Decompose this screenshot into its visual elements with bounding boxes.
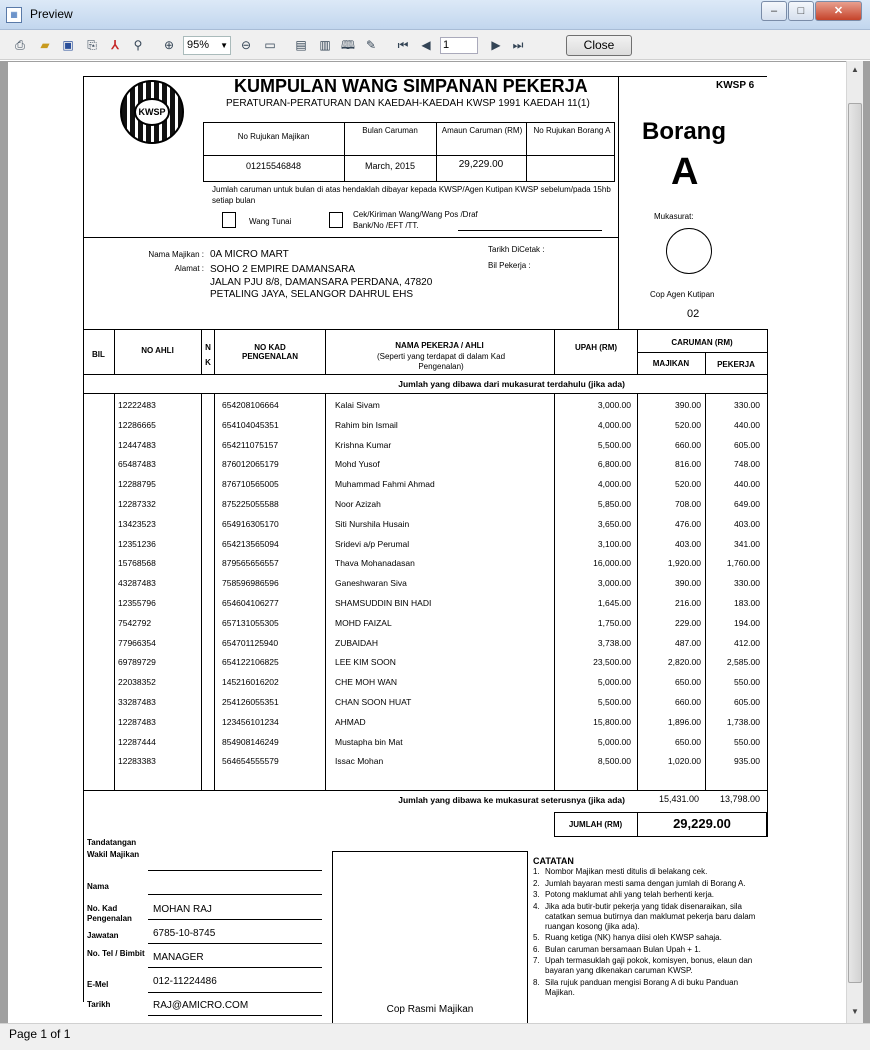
- catatan-item: Ruang ketiga (NK) hanya diisi oleh KWSP sahaja.: [545, 933, 722, 942]
- cell-pekerja: 1,760.00: [726, 558, 760, 569]
- cell-majikan: 1,920.00: [667, 558, 701, 569]
- col-no-kad: NO KAD PENGENALAN: [241, 343, 298, 361]
- vertical-scrollbar[interactable]: [846, 61, 863, 1023]
- table-row: [8, 672, 846, 692]
- cell-majikan: 1,896.00: [667, 716, 701, 727]
- cell-upah: 5,850.00: [597, 499, 631, 509]
- mukasurat-circle: [666, 228, 712, 274]
- cell-majikan: 229.00: [675, 617, 701, 628]
- table-row: [8, 553, 846, 573]
- cell-nama: Ganeshwaran Siva: [335, 578, 407, 589]
- cell-no-kad: 876710565005: [222, 479, 279, 490]
- cell-no-ahli: 12286665: [118, 419, 156, 430]
- cell-pekerja: 341.00: [734, 538, 760, 549]
- cell-pekerja: 605.00: [734, 697, 760, 707]
- cell-nama: Sridevi a/p Perumal: [335, 538, 410, 549]
- cell-no-kad: 854908146249: [222, 736, 279, 747]
- cell-upah: 3,000.00: [597, 578, 631, 589]
- ref-value-amaun: 29,229.00: [458, 159, 504, 170]
- cell-nama: SHAMSUDDIN BIN HADI: [335, 598, 432, 608]
- cell-pekerja: 605.00: [734, 439, 760, 450]
- cell-no-kad: 145216016202: [222, 677, 279, 688]
- tarikh-dicetak-label: Tarikh DiCetak :: [488, 245, 545, 254]
- logo-text: KWSP: [134, 98, 170, 126]
- catatan-item: Bulan caruman bersamaan Bulan Upah + 1.: [545, 944, 701, 954]
- catatan-item: Jumlah bayaran mesti sama dengan jumlah di Borang A.: [545, 878, 746, 888]
- cell-nama: Mohd Yusof: [335, 459, 380, 470]
- no-tel-value: 012-11224486: [153, 976, 217, 987]
- jumlah-value: 29,229.00: [673, 816, 731, 831]
- cell-pekerja: 550.00: [734, 677, 760, 688]
- table-row: [8, 534, 846, 554]
- cell-pekerja: 330.00: [734, 400, 760, 410]
- cell-no-kad: 654213565094: [222, 538, 279, 549]
- cell-pekerja: 440.00: [734, 479, 760, 490]
- cell-pekerja: 403.00: [734, 518, 760, 529]
- form-subtitle: PERATURAN-PERATURAN DAN KAEDAH-KAEDAH KWSP 1991 KAEDAH 11(1): [226, 98, 590, 109]
- cell-upah: 1,645.00: [597, 598, 631, 608]
- toolbar: [0, 30, 870, 60]
- cell-nama: Mustapha bin Mat: [335, 736, 403, 747]
- cell-no-ahli: 12355796: [118, 598, 156, 608]
- emel-value: RAJ@AMICRO.COM: [153, 1000, 249, 1011]
- alamat-label: Alamat :: [174, 264, 204, 273]
- catatan-number: 8.: [533, 977, 540, 987]
- cell-upah: 5,000.00: [597, 736, 631, 747]
- cell-no-kad: 758596986596: [222, 578, 279, 589]
- cell-no-ahli: 12447483: [118, 439, 156, 450]
- scroll-down-icon[interactable]: ▼: [851, 1007, 859, 1016]
- cell-no-kad: 654701125940: [222, 637, 279, 648]
- nama-label: Nama: [87, 882, 109, 891]
- save-icon[interactable]: ▣: [62, 38, 74, 52]
- cell-no-kad: 654104045351: [222, 419, 279, 430]
- cell-no-kad: 875225055588: [222, 499, 279, 509]
- cell-nama: AHMAD: [335, 716, 366, 727]
- cell-majikan: 650.00: [675, 736, 701, 747]
- cell-upah: 3,100.00: [597, 538, 631, 549]
- chevron-down-icon: ▼: [220, 41, 228, 50]
- cell-pekerja: 183.00: [734, 598, 760, 608]
- borang-label: Borang: [642, 118, 726, 145]
- emel-label: E-Mel: [87, 980, 109, 989]
- catatan-number: 3.: [533, 890, 540, 899]
- table-row: [8, 652, 846, 672]
- cell-upah: 4,000.00: [597, 479, 631, 490]
- no-tel-label: No. Tel / Bimbit: [87, 949, 145, 958]
- table-row: [8, 415, 846, 435]
- page-count: Page 1 of 1: [9, 1027, 71, 1041]
- cop-agen-value: 02: [687, 308, 700, 320]
- no-kad-label: No. Kad Pengenalan: [87, 904, 132, 923]
- cell-pekerja: 748.00: [734, 459, 760, 470]
- col-bil: BIL: [92, 350, 105, 359]
- cell-no-kad: 654122106825: [222, 657, 279, 668]
- table-row: [8, 395, 846, 415]
- cell-majikan: 2,820.00: [667, 657, 701, 668]
- tarikh-label: Tarikh: [87, 1000, 111, 1009]
- catatan-item: Nombor Majikan mesti ditulis di belakang cek.: [545, 867, 708, 876]
- cell-pekerja: 440.00: [734, 419, 760, 430]
- cell-majikan: 816.00: [675, 459, 701, 470]
- col-nk: N K: [205, 343, 211, 367]
- ref-header-bulan: Bulan Caruman: [362, 126, 418, 135]
- col-nama: NAMA PEKERJA / AHLI: [395, 341, 484, 350]
- cell-no-kad: 654208106664: [222, 400, 279, 410]
- cell-no-ahli: 33287483: [118, 697, 156, 707]
- table-row: [8, 514, 846, 534]
- cell-majikan: 520.00: [675, 479, 701, 490]
- alamat-line-2: JALAN PJU 8/8, DAMANSARA PERDANA, 47820: [210, 277, 433, 288]
- cell-upah: 6,800.00: [597, 459, 631, 470]
- cell-no-kad: 879565656557: [222, 558, 279, 569]
- col-majikan: MAJIKAN: [652, 359, 690, 368]
- cell-no-ahli: 13423523: [118, 518, 156, 529]
- mukasurat-label: Mukasurat:: [654, 212, 694, 221]
- close-window-button[interactable]: ✕: [815, 1, 862, 21]
- cell-nama: CHAN SOON HUAT: [335, 697, 412, 707]
- catatan-number: 1.: [533, 867, 540, 876]
- cell-majikan: 1,020.00: [667, 756, 701, 767]
- cell-pekerja: 1,738.00: [726, 716, 760, 727]
- cell-no-kad: 254126055351: [222, 697, 279, 707]
- print-icon[interactable]: ⎙: [15, 38, 25, 52]
- catatan-number: 5.: [533, 933, 540, 942]
- cell-nama: Siti Nurshila Husain: [335, 518, 410, 529]
- table-row: [8, 732, 846, 752]
- cell-no-kad: 654604106277: [222, 598, 279, 608]
- cell-nama: CHE MOH WAN: [335, 677, 398, 688]
- wang-tunai-label: Wang Tunai: [249, 217, 292, 226]
- cell-majikan: 520.00: [675, 419, 701, 430]
- catatan-number: 2.: [533, 878, 540, 888]
- cell-no-kad: 876012065179: [222, 459, 279, 470]
- table-row: [8, 474, 846, 494]
- table-row: [8, 573, 846, 593]
- col-nama-sub: (Seperti yang terdapat di dalam Kad Pengenalan): [376, 352, 506, 371]
- catatan-item: Sila rujuk panduan mengisi Borang A di buku Panduan Majikan.: [545, 977, 739, 997]
- payment-note: Jumlah caruman untuk bulan di atas hendaklah dibayar kepada KWSP/Agen Kutipan KWSP sebelum/pada 15hb setiap bulan: [212, 185, 611, 205]
- book-icon[interactable]: 🕮: [340, 38, 356, 52]
- table-row: [8, 593, 846, 613]
- catatan-title: CATATAN: [533, 856, 574, 866]
- table-row: [8, 454, 846, 474]
- catatan-number: 4.: [533, 901, 540, 911]
- open-icon[interactable]: ▰: [40, 38, 50, 52]
- app-icon: ▦: [6, 7, 22, 23]
- cell-no-ahli: 69789729: [118, 657, 156, 668]
- cell-upah: 16,000.00: [593, 558, 631, 569]
- first-page-icon[interactable]: ⏮: [397, 38, 409, 52]
- nama-value: MOHAN RAJ: [153, 904, 212, 915]
- cell-majikan: 476.00: [675, 518, 701, 529]
- cell-pekerja: 412.00: [734, 637, 760, 648]
- cell-majikan: 403.00: [675, 538, 701, 549]
- minimize-button[interactable]: –: [761, 1, 787, 21]
- table-row: [8, 435, 846, 455]
- cell-no-kad: 564654555579: [222, 756, 279, 767]
- cell-nama: Thava Mohanadasan: [335, 558, 415, 569]
- cell-nama: ZUBAIDAH: [335, 637, 378, 648]
- cell-no-ahli: 65487483: [118, 459, 156, 470]
- status-bar: [0, 1023, 870, 1050]
- cell-nama: Rahim bin Ismail: [335, 419, 398, 430]
- cell-no-kad: 654211075157: [222, 439, 279, 450]
- cell-pekerja: 194.00: [734, 617, 760, 628]
- table-row: [8, 633, 846, 653]
- cell-no-ahli: 22038352: [118, 677, 156, 688]
- nama-majikan-label: Nama Majikan :: [148, 250, 204, 259]
- cell-majikan: 216.00: [675, 598, 701, 608]
- col-upah: UPAH (RM): [574, 343, 618, 352]
- ref-value-bulan: March, 2015: [364, 161, 416, 171]
- cell-upah: 5,500.00: [597, 439, 631, 450]
- cell-no-kad: 657131055305: [222, 617, 279, 628]
- carried-out-label: Jumlah yang dibawa ke mukasurat seterusnya (jika ada): [398, 795, 625, 805]
- cell-nama: LEE KIM SOON: [335, 657, 396, 668]
- carried-in-label: Jumlah yang dibawa dari mukasurat terdahulu (jika ada): [398, 379, 625, 389]
- no-kad-value: 6785-10-8745: [153, 928, 216, 939]
- zoom-out-icon[interactable]: ⊖: [240, 38, 252, 52]
- catatan-list: [533, 867, 763, 1017]
- find-icon[interactable]: ⚲: [133, 38, 143, 52]
- cell-no-ahli: 77966354: [118, 637, 156, 648]
- zoom-select[interactable]: [183, 36, 231, 55]
- cell-nama: Issac Mohan: [335, 756, 384, 767]
- cell-nama: Krishna Kumar: [335, 439, 392, 450]
- cell-upah: 8,500.00: [597, 756, 631, 767]
- table-body: [8, 395, 846, 790]
- window-titlebar: [0, 0, 870, 30]
- cell-upah: 1,750.00: [597, 617, 631, 628]
- zoom-value: 95%: [187, 39, 210, 51]
- cop-rasmi-label: Cop Rasmi Majikan: [386, 1004, 474, 1015]
- cell-upah: 4,000.00: [597, 419, 631, 430]
- kwsp-logo: [120, 80, 184, 144]
- cell-nama: Muhammad Fahmi Ahmad: [335, 479, 435, 490]
- catatan-item: Potong maklumat ahli yang telah berhenti kerja.: [545, 890, 714, 899]
- page-number-input[interactable]: 1: [440, 37, 478, 54]
- cell-upah: 3,000.00: [597, 400, 631, 410]
- cell-pekerja: 330.00: [734, 578, 760, 589]
- fit-page-icon[interactable]: ▭: [264, 38, 276, 52]
- cell-majikan: 708.00: [675, 499, 701, 509]
- scroll-up-icon[interactable]: ▲: [851, 65, 859, 74]
- cell-upah: 3,738.00: [597, 637, 631, 648]
- cell-upah: 5,000.00: [597, 677, 631, 688]
- alamat-line-1: SOHO 2 EMPIRE DAMANSARA: [210, 264, 356, 275]
- scroll-thumb[interactable]: [848, 103, 862, 983]
- catatan-number: 6.: [533, 944, 540, 954]
- jawatan-label: Jawatan: [87, 931, 119, 940]
- cek-label: Cek/Kiriman Wang/Wang Pos /Draf Bank/No /EFT /TT.: [353, 210, 478, 230]
- prev-page-icon[interactable]: ◀: [421, 38, 431, 52]
- form-code: KWSP 6: [716, 80, 755, 91]
- jumlah-label: JUMLAH (RM): [568, 820, 623, 829]
- cell-nama: Noor Azizah: [335, 499, 381, 509]
- alamat-line-3: PETALING JAYA, SELANGOR DAHRUL EHS: [210, 289, 414, 300]
- zoom-in-icon[interactable]: ⊕: [163, 38, 175, 52]
- cell-majikan: 487.00: [675, 637, 701, 648]
- cell-no-ahli: 43287483: [118, 578, 156, 589]
- cell-pekerja: 2,585.00: [726, 657, 760, 668]
- cell-nama: MOHD FAIZAL: [335, 617, 392, 628]
- cell-majikan: 660.00: [675, 697, 701, 707]
- cell-pekerja: 550.00: [734, 736, 760, 747]
- cell-majikan: 390.00: [675, 578, 701, 589]
- cell-majikan: 660.00: [675, 439, 701, 450]
- col-caruman: CARUMAN (RM): [671, 338, 733, 347]
- catatan-item: Jika ada butir-butir pekerja yang tidak disenaraikan, sila catatkan semua butirnya dan maklumat pekerja baru dalam ruangan kosong (jika ada).: [545, 901, 756, 931]
- catatan-item: Upah termasuklah gaji pokok, komisyen, bonus, elaun dan bayaran yang dikenakan caruman KWSP.: [545, 956, 753, 975]
- multi-page-icon[interactable]: ▥: [319, 38, 331, 52]
- cell-no-kad: 654916305170: [222, 518, 279, 529]
- close-button[interactable]: Close: [566, 35, 632, 56]
- table-row: [8, 751, 846, 771]
- bil-pekerja-label: Bil Pekerja :: [488, 261, 531, 270]
- cell-pekerja: 649.00: [734, 499, 760, 509]
- cell-no-ahli: 15768568: [118, 558, 156, 569]
- cek-checkbox[interactable]: [329, 212, 343, 228]
- borang-letter: A: [671, 151, 699, 193]
- last-page-icon[interactable]: ⏭: [512, 38, 524, 52]
- ref-header-borang: No Rujukan Borang A: [533, 126, 611, 135]
- jawatan-value: MANAGER: [153, 952, 204, 963]
- col-no-ahli: NO AHLI: [141, 346, 174, 355]
- ref-header-majikan: No Rujukan Majikan: [237, 132, 310, 141]
- cell-no-ahli: 12222483: [118, 400, 156, 410]
- wang-tunai-checkbox[interactable]: [222, 212, 236, 228]
- export-icon[interactable]: ⎘: [87, 38, 97, 52]
- catatan-number: 7.: [533, 956, 540, 965]
- ref-value-majikan: 01215546848: [245, 161, 302, 171]
- table-row: [8, 712, 846, 732]
- total-pekerja: 13,798.00: [719, 794, 760, 804]
- total-majikan: 15,431.00: [658, 794, 699, 804]
- maximize-button[interactable]: □: [788, 1, 814, 21]
- cell-upah: 23,500.00: [593, 657, 631, 668]
- cell-no-ahli: 7542792: [118, 617, 152, 628]
- cell-no-ahli: 12287483: [118, 716, 156, 727]
- ref-header-amaun: Amaun Caruman (RM): [441, 126, 523, 135]
- cell-no-ahli: 12288795: [118, 479, 156, 490]
- cell-upah: 3,650.00: [597, 518, 631, 529]
- cell-majikan: 390.00: [675, 400, 701, 410]
- pdf-icon[interactable]: ⅄: [111, 38, 119, 52]
- table-row: [8, 692, 846, 712]
- cell-upah: 15,800.00: [593, 716, 631, 727]
- cell-upah: 5,500.00: [597, 697, 631, 707]
- window-title: Preview: [30, 7, 73, 21]
- cop-agen-label: Cop Agen Kutipan: [650, 290, 715, 299]
- report-page: [8, 62, 846, 1023]
- edit-icon[interactable]: ✎: [365, 38, 377, 52]
- next-page-icon[interactable]: ▶: [491, 38, 501, 52]
- nama-majikan-value: 0A MICRO MART: [210, 249, 289, 260]
- form-title: KUMPULAN WANG SIMPANAN PEKERJA: [234, 76, 588, 96]
- cell-pekerja: 935.00: [734, 756, 760, 767]
- col-pekerja: PEKERJA: [717, 360, 755, 369]
- cell-no-ahli: 12287332: [118, 499, 156, 509]
- cell-no-kad: 123456101234: [222, 716, 279, 727]
- cell-no-ahli: 12283383: [118, 756, 156, 767]
- single-page-icon[interactable]: ▤: [295, 38, 307, 52]
- cop-rasmi-box: [332, 851, 528, 1023]
- cell-no-ahli: 12351236: [118, 538, 156, 549]
- tandatangan-label: Tandatangan Wakil Majikan: [87, 838, 140, 859]
- cell-no-ahli: 12287444: [118, 736, 156, 747]
- table-row: [8, 613, 846, 633]
- cell-majikan: 650.00: [675, 677, 701, 688]
- cell-nama: Kalai Sivam: [335, 400, 380, 410]
- table-row: [8, 494, 846, 514]
